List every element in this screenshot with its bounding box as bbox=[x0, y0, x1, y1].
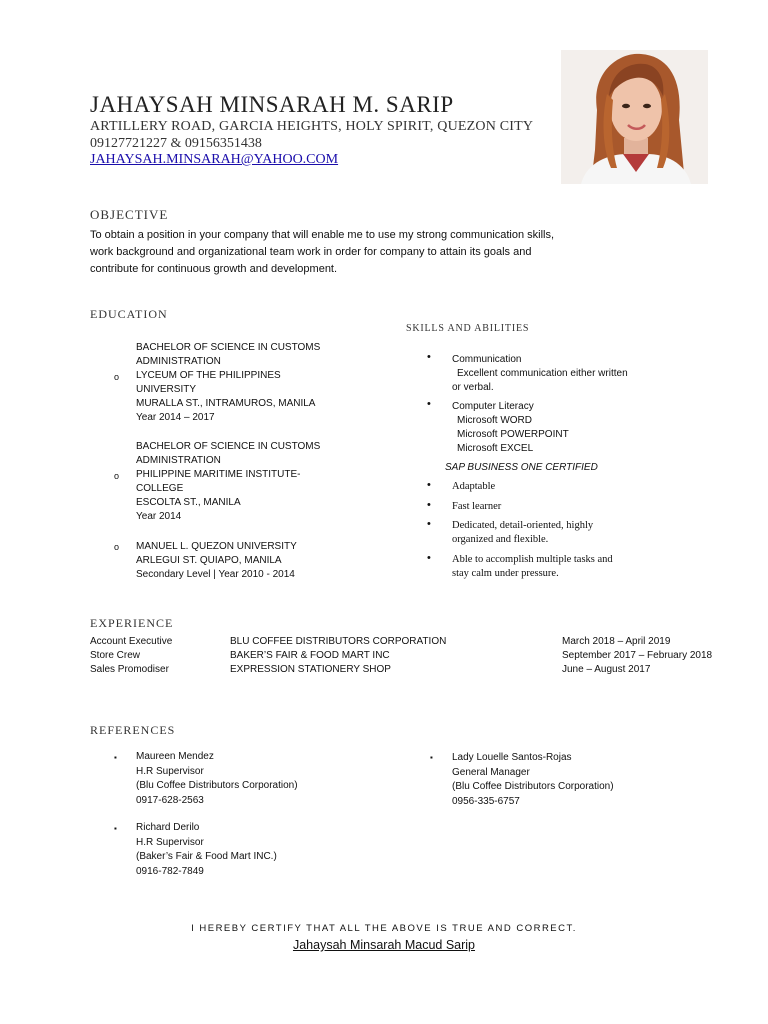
degree-line: BACHELOR OF SCIENCE IN CUSTOMS bbox=[136, 441, 321, 452]
applicant-email-link[interactable]: JAHAYSAH.MINSARAH@YAHOO.COM bbox=[90, 152, 339, 167]
skills-heading: SKILLS AND ABILITIES bbox=[406, 323, 530, 334]
experience-dates: September 2017 – February 2018 bbox=[562, 650, 713, 661]
skill-detail: Excellent communication either written bbox=[457, 368, 628, 379]
reference-company: (Baker’s Fair & Food Mart INC.) bbox=[136, 851, 277, 862]
skill-label: Communication bbox=[452, 354, 522, 365]
school-address: MURALLA ST., INTRAMUROS, MANILA bbox=[136, 398, 316, 409]
applicant-address: ARTILLERY ROAD, GARCIA HEIGHTS, HOLY SPIRIT, QUEZON CITY bbox=[90, 119, 534, 134]
education-heading: EDUCATION bbox=[90, 307, 168, 321]
degree-line: BACHELOR OF SCIENCE IN CUSTOMS bbox=[136, 342, 321, 353]
bullet: • bbox=[427, 479, 431, 491]
reference-entry bbox=[452, 751, 614, 809]
experience-position: Sales Promodiser bbox=[90, 664, 169, 675]
bullet: • bbox=[427, 398, 431, 410]
school-years: Year 2014 – 2017 bbox=[136, 412, 215, 423]
references-heading: REFERENCES bbox=[90, 723, 176, 737]
signature-name bbox=[0, 938, 768, 952]
reference-name: Maureen Mendez bbox=[136, 751, 214, 762]
degree-line: ADMINISTRATION bbox=[136, 356, 221, 367]
skill-line: organized and flexible. bbox=[452, 534, 549, 545]
list-marker: o bbox=[114, 471, 120, 481]
applicant-name: JAHAYSAH MINSARAH M. SARIP bbox=[90, 92, 454, 117]
reference-entry bbox=[136, 821, 277, 879]
school-address: ESCOLTA ST., MANILA bbox=[136, 497, 241, 508]
experience-dates: June – August 2017 bbox=[562, 664, 651, 675]
skill-adaptable: Adaptable bbox=[452, 481, 496, 492]
reference-phone: 0916-782-7849 bbox=[136, 865, 204, 877]
reference-company: (Blu Coffee Distributors Corporation) bbox=[136, 780, 298, 791]
school-years: Year 2014 bbox=[136, 511, 182, 522]
education-entry-3 bbox=[136, 540, 356, 582]
skill-line: stay calm under pressure. bbox=[452, 568, 559, 579]
bullet: • bbox=[427, 518, 431, 530]
experience-position: Store Crew bbox=[90, 650, 141, 661]
education-entry-1 bbox=[136, 341, 356, 425]
school-line: PHILIPPINE MARITIME INSTITUTE- bbox=[136, 469, 301, 480]
applicant-photo bbox=[561, 50, 708, 184]
portrait-image bbox=[561, 50, 708, 184]
bullet: ▪ bbox=[114, 753, 117, 762]
skill-detail: or verbal. bbox=[452, 382, 494, 393]
experience-dates: March 2018 – April 2019 bbox=[562, 636, 671, 647]
skill-item: Microsoft WORD bbox=[457, 415, 532, 426]
school-line: UNIVERSITY bbox=[136, 384, 197, 395]
skill-fast-learner: Fast learner bbox=[452, 501, 502, 512]
reference-phone: 0917-628-2563 bbox=[136, 794, 204, 806]
school-line: COLLEGE bbox=[136, 483, 184, 494]
certification-statement: I HEREBY CERTIFY THAT ALL THE ABOVE IS TRUE AND CORRECT. bbox=[191, 923, 577, 934]
skill-line: Able to accomplish multiple tasks and bbox=[452, 554, 613, 565]
reference-name: Richard Derilo bbox=[136, 822, 200, 833]
skill-label: Computer Literacy bbox=[452, 401, 534, 412]
bullet: • bbox=[427, 499, 431, 511]
school-line: LYCEUM OF THE PHILIPPINES bbox=[136, 370, 281, 381]
reference-entry bbox=[136, 750, 298, 808]
experience-company: BAKER’S FAIR & FOOD MART INC bbox=[230, 650, 390, 661]
degree-line: ADMINISTRATION bbox=[136, 455, 221, 466]
bullet: • bbox=[427, 552, 431, 564]
experience-company: EXPRESSION STATIONERY SHOP bbox=[230, 664, 391, 675]
sap-certification: SAP BUSINESS ONE CERTIFIED bbox=[445, 462, 598, 473]
experience-position: Account Executive bbox=[90, 636, 173, 647]
list-marker: o bbox=[114, 372, 120, 382]
bullet: • bbox=[427, 351, 431, 363]
school-address: ARLEGUI ST. QUIAPO, MANILA bbox=[136, 555, 282, 566]
reference-role: H.R Supervisor bbox=[136, 765, 204, 777]
skill-multitask bbox=[452, 553, 652, 581]
skill-dedicated bbox=[452, 519, 652, 547]
reference-company: (Blu Coffee Distributors Corporation) bbox=[452, 781, 614, 792]
experience-company: BLU COFFEE DISTRIBUTORS CORPORATION bbox=[230, 636, 447, 647]
signature-text: Jahaysah Minsarah Macud Sarip bbox=[292, 938, 476, 952]
skill-line: Dedicated, detail-oriented, highly bbox=[452, 520, 594, 531]
objective-text: To obtain a position in your company that will enable me to use my strong communication skills, work background and organizational team work in order for company to attain its goals and contribute for continuous growth and development. bbox=[90, 229, 555, 275]
applicant-phone: 09127721227 & 09156351438 bbox=[90, 136, 262, 151]
skill-item: Microsoft POWERPOINT bbox=[457, 429, 569, 440]
education-entry-2 bbox=[136, 440, 356, 524]
school-years: Secondary Level | Year 2010 - 2014 bbox=[136, 569, 295, 580]
reference-role: General Manager bbox=[452, 766, 530, 778]
skill-communication bbox=[452, 353, 652, 395]
list-marker: o bbox=[114, 542, 120, 552]
bullet: ▪ bbox=[114, 824, 117, 833]
school-line: MANUEL L. QUEZON UNIVERSITY bbox=[136, 541, 297, 552]
bullet: ▪ bbox=[430, 753, 433, 762]
experience-heading: EXPERIENCE bbox=[90, 616, 174, 630]
objective-heading: OBJECTIVE bbox=[90, 207, 169, 222]
skill-item: Microsoft EXCEL bbox=[457, 443, 534, 454]
reference-phone: 0956-335-6757 bbox=[452, 795, 520, 807]
reference-role: H.R Supervisor bbox=[136, 836, 204, 848]
reference-name: Lady Louelle Santos-Rojas bbox=[452, 752, 572, 763]
skill-computer-literacy bbox=[452, 400, 652, 456]
